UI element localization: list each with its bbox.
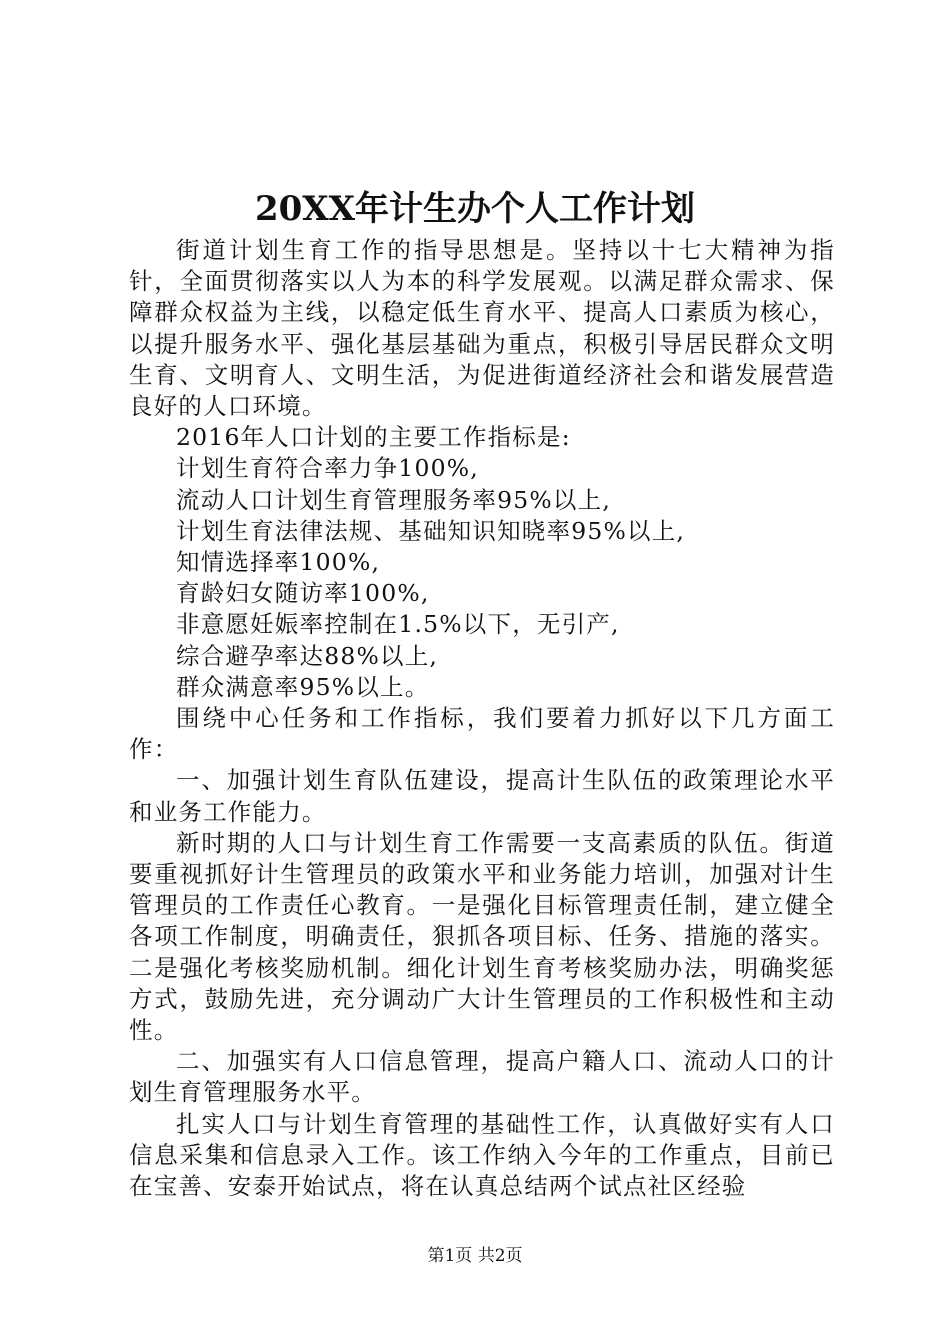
indicator-item: 计划生育法律法规、基础知识知晓率95%以上, (176, 516, 686, 545)
indicator-item: 流动人口计划生育管理服务率95%以上, (176, 485, 612, 514)
section-heading: 一、加强计划生育队伍建设，提高计生队伍的政策理论水平和业务工作能力。 (129, 766, 835, 826)
indicator-item: 育龄妇女随访率100%, (176, 579, 430, 608)
paragraph: 围绕中心任务和工作指标，我们要着力抓好以下几方面工作： (129, 704, 835, 764)
indicator-item: 群众满意率95%以上。 (176, 672, 430, 701)
paragraph: 新时期的人口与计划生育工作需要一支高素质的队伍。街道要重视抓好计生管理员的政策水平和业务能力培训，加强对计生管理员的工作责任心教育。一是强化目标管理责任制，建立健全各项工作制度，明确责任，狠抓各项目标、任务、措施的落实。二是强化考核奖励机制。细化计划生育考核奖励办法，明确奖惩方式，鼓励先进，充分调动广大计生管理员的工作积极性和主动性。 (129, 828, 835, 1045)
paragraph: 街道计划生育工作的指导思想是。坚持以十七大精神为指针，全面贯彻落实以人为本的科学发展观。以满足群众需求、保障群众权益为主线，以稳定低生育水平、提高人口素质为核心，以提升服务水平、强化基层基础为重点，积极引导居民群众文明生育、文明育人、文明生活，为促进街道经济社会和谐发展营造良好的人口环境。 (129, 236, 835, 421)
document-title: 20XX年计生办个人工作计划 (254, 189, 696, 229)
indicator-item: 知情选择率100%, (176, 548, 381, 577)
paragraph: 2016年人口计划的主要工作指标是: (176, 423, 571, 452)
page-number-footer: 第1页 共2页 (427, 1246, 523, 1266)
paragraph: 扎实人口与计划生育管理的基础性工作，认真做好实有人口信息采集和信息录入工作。该工作纳入今年的工作重点，目前已在宝善、安泰开始试点，将在认真总结两个试点社区经验 (129, 1109, 835, 1201)
indicator-item: 计划生育符合率力争100%, (176, 454, 479, 483)
indicator-item: 综合避孕率达88%以上, (176, 641, 439, 670)
indicator-item: 非意愿妊娠率控制在1.5%以下，无引产, (176, 610, 620, 639)
document-body (129, 235, 835, 1202)
section-heading: 二、加强实有人口信息管理，提高户籍人口、流动人口的计划生育管理服务水平。 (129, 1047, 835, 1107)
